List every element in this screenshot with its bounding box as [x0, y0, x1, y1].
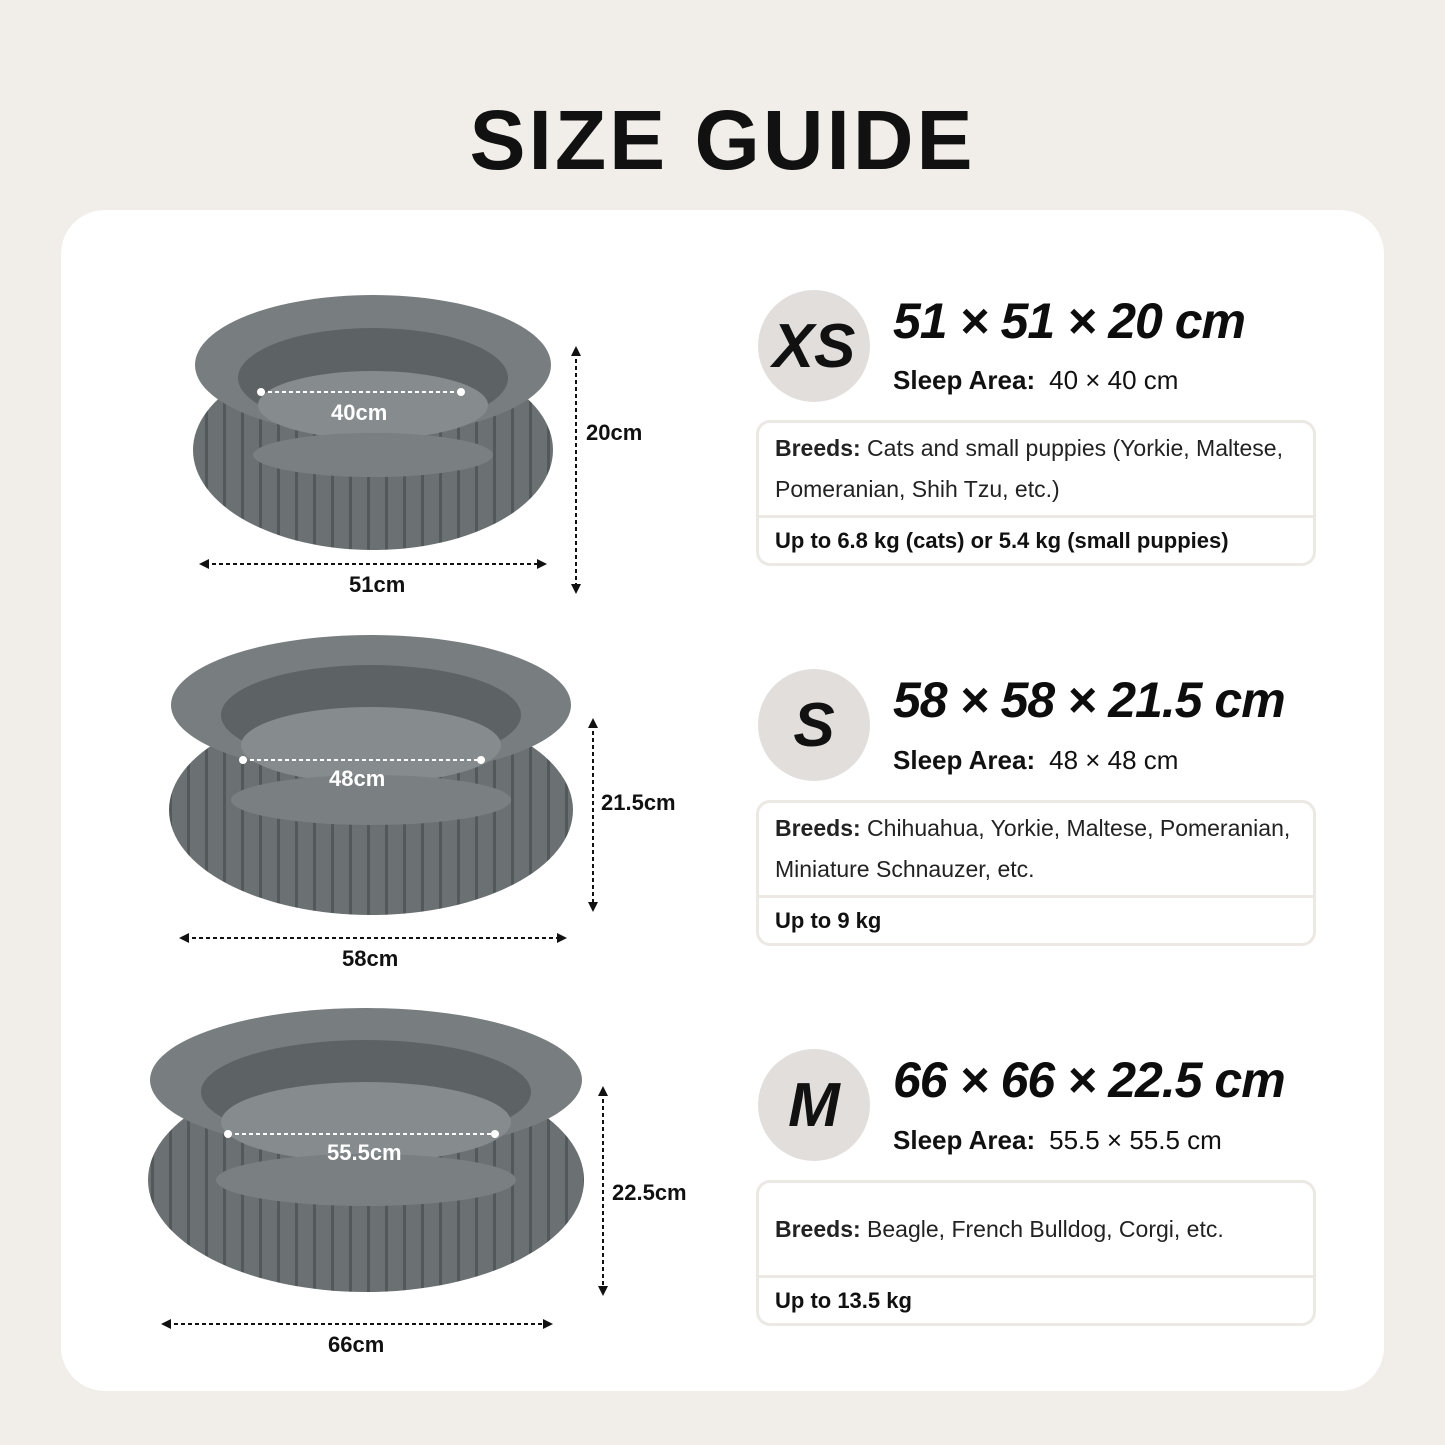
sleep-area-xs: [893, 365, 1178, 396]
breeds-label: Breeds:: [775, 815, 861, 841]
outer-width-label-s: 58cm: [342, 946, 399, 971]
breeds-s: [759, 803, 1313, 895]
weight-s: Up to 9 kg: [759, 895, 1313, 943]
dimensions-m: 66 × 66 × 22.5 cm: [893, 1052, 1285, 1108]
sleep-area-label: Sleep Area:: [893, 365, 1036, 395]
size-row-xs: [61, 270, 1384, 650]
breeds-m: [759, 1183, 1313, 1275]
bed-image-xs: [61, 270, 721, 660]
sleep-area-value: 55.5 × 55.5 cm: [1049, 1125, 1222, 1155]
height-label-m: 22.5cm: [612, 1180, 687, 1205]
sleep-area-label: Sleep Area:: [893, 745, 1036, 775]
breeds-label: Breeds:: [775, 435, 861, 461]
sleep-area-value: 48 × 48 cm: [1049, 745, 1179, 775]
height-label-s: 21.5cm: [601, 790, 676, 815]
breeds-label: Breeds:: [775, 1215, 861, 1242]
dimensions-xs: 51 × 51 × 20 cm: [893, 293, 1245, 349]
outer-width-label-m: 66cm: [328, 1332, 385, 1357]
breeds-text: Cats and small puppies (Yorkie, Maltese, Pomeranian, Shih Tzu, etc.): [775, 435, 1283, 502]
outer-width-label-xs: 51cm: [349, 572, 406, 597]
size-row-s: [61, 620, 1384, 1000]
dimensions-s: 58 × 58 × 21.5 cm: [893, 672, 1285, 728]
size-badge-m: M: [758, 1049, 870, 1161]
breeds-text: Chihuahua, Yorkie, Maltese, Pomeranian, Miniature Schnauzer, etc.: [775, 815, 1291, 882]
sleep-area-label: Sleep Area:: [893, 1125, 1036, 1155]
sleep-area-value: 40 × 40 cm: [1049, 365, 1179, 395]
sleep-area-s: [893, 745, 1178, 776]
size-badge-xs: XS: [758, 290, 870, 402]
weight-xs: Up to 6.8 kg (cats) or 5.4 kg (small puppies): [759, 515, 1313, 563]
inner-width-label-xs: 40cm: [331, 400, 388, 425]
breeds-box-m: [756, 1180, 1316, 1326]
breeds-xs: [759, 423, 1313, 515]
inner-width-label-m: 55.5cm: [327, 1140, 402, 1165]
sleep-area-m: [893, 1125, 1222, 1156]
height-label-xs: 20cm: [586, 420, 643, 445]
breeds-box-xs: [756, 420, 1316, 566]
page-title: SIZE GUIDE: [469, 93, 976, 187]
breeds-text: Beagle, French Bulldog, Corgi, etc.: [867, 1215, 1224, 1242]
inner-width-label-s: 48cm: [329, 766, 386, 791]
size-badge-s: S: [758, 669, 870, 781]
size-row-m: [61, 1000, 1384, 1380]
size-guide-card: [61, 210, 1384, 1391]
weight-m: Up to 13.5 kg: [759, 1275, 1313, 1323]
breeds-box-s: [756, 800, 1316, 946]
